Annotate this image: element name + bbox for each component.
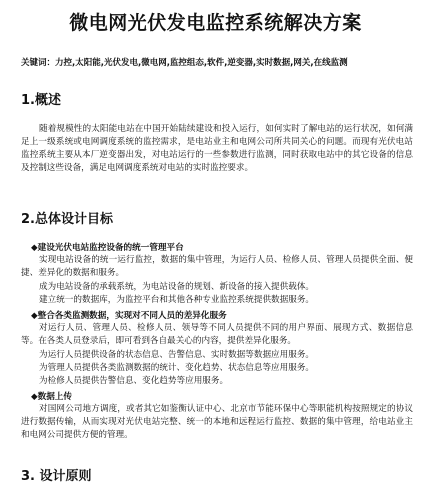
bullet-2-paragraph: 对运行人员、管理人员、检修人员、领导等不同人员提供不同的用户界面、展现方式、数据信息等。在各类人员登录后，即可看到各自最关心的内容，提供差异化服务。 [21,323,413,346]
bullet-differentiated-service: ◆整合各类监测数据，实现对不同人员的差异化服务 [31,311,227,321]
section-1-heading: 1.概述 [21,93,61,108]
bullet-2-line-c: 为运行人员提供设备的状态信息、告警信息、实时数据等数据应用服务。 [39,350,315,360]
section-1-paragraph: 随着规模性的太阳能电站在中国开始陆续建设和投入运行，如何实时了解电站的运行状况，如何满足上一级系统或电网调度系统的监控需求，是电站业主和电网公司所共同关心的问题。而现有光伏电站监控系统主要从本厂逆变器出发，对电站运行的一些参数进行监测，同时获取电站中的其它设备的信息及控制这些设备，满足电网调度系统对电站的实时监控要求。 [21,124,413,173]
bullet-1-line-a: 成为电站设备的承载系统，为电站设备的规划、新设备的接入提供载体。 [39,282,315,292]
keywords-line [21,56,421,68]
bullet-2-line-e: 为检修人员提供告警信息、变化趋势等应用服务。 [39,376,229,386]
document-title: 微电网光伏发电监控系统解决方案 [69,12,362,34]
bullet-data-upload: ◆数据上传 [31,392,72,402]
bullet-1-line-b: 建立统一的数据库，为监控平台和其他各种专业监控系统提供数据服务。 [39,295,315,305]
section-2-heading: 2.总体设计目标 [21,212,113,227]
section-3-heading: 3. 设计原则 [21,469,92,484]
bullet-3-paragraph: 对国网公司地方调度，或者其它如鉴衡认证中心、北京市节能环保中心等职能机构按照规定的协议进行数据传输，从而实现对光伏电站完整、统一的本地和远程运行监控、数据的集中管理，给电站业主和电网公司提供方便的管理。 [21,404,413,440]
bullet-unified-platform: ◆建设光伏电站监控设备的统一管理平台 [31,243,184,253]
keywords-label: 关键词： [21,58,56,68]
keywords-list: 力控,太阳能,光伏发电,微电网,监控组态,软件,逆变器,实时数据,网关,在线监测 [55,58,348,68]
bullet-2-line-d: 为管理人员提供各类监测数据的统计、变化趋势、状态信息等应用服务。 [39,363,315,373]
bullet-1-paragraph: 实现电站设备的统一运行监控，数据的集中管理，为运行人员、检修人员、管理人员提供全面、便捷、差异化的数据和服务。 [21,255,413,278]
